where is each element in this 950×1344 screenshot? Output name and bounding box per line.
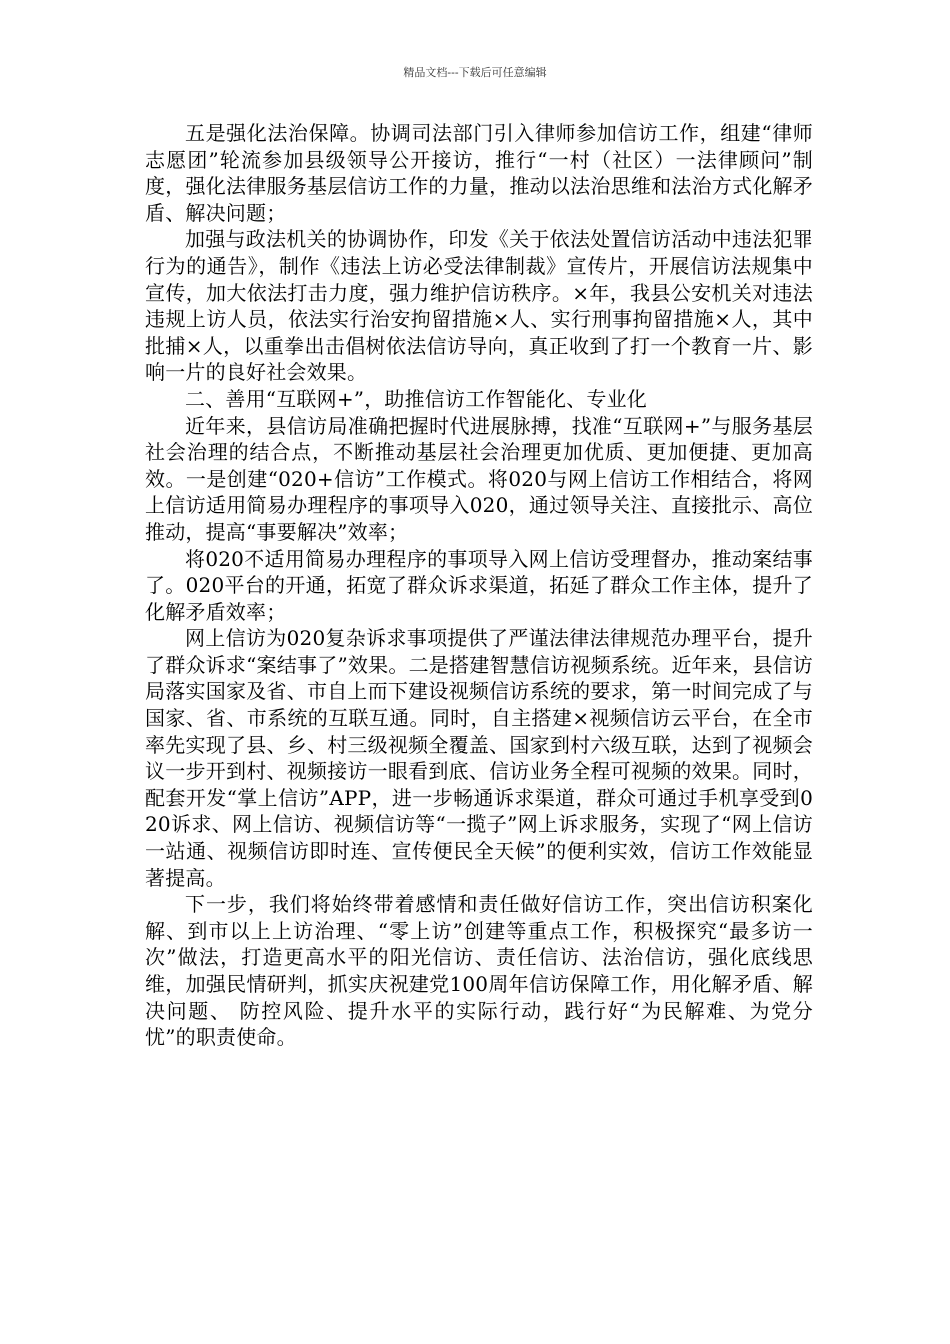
paragraph-coordination: 加强与政法机关的协调协作，印发《关于依法处置信访活动中违法犯罪行为的通告》，制作《违法上访必受法律制裁》宣传片，开展信访法规集中宣传，加大依法打击力度，强力维护信访秩序。×年，我县公安机关对违法违规上访人员，依法实行治安拘留措施×人、实行刑事拘留措施×人，其中批捕×人，以重拳出击倡树依法信访导向，真正收到了打一个教育一片、影响一片的良好社会效果。 bbox=[145, 227, 813, 385]
section-heading-internet-plus: 二、善用“互联网+”，助推信访工作智能化、专业化 bbox=[185, 386, 648, 411]
document-body bbox=[145, 120, 813, 1051]
page-header: 精品文档---下载后可任意编辑 bbox=[403, 66, 547, 79]
paragraph-rule-of-law: 五是强化法治保障。协调司法部门引入律师参加信访工作，组建“律师志愿团”轮流参加县级领导公开接访，推行“一村（社区）一法律顾问”制度，强化法律服务基层信访工作的力量，推动以法治思维和法治方式化解矛盾、解决问题； bbox=[145, 121, 813, 225]
paragraph-o2o-online: 将020不适用简易办理程序的事项导入网上信访受理督办，推动案结事了。020平台的开通，拓宽了群众诉求渠道，拓延了群众工作主体，提升了化解矛盾效率； bbox=[145, 546, 813, 624]
paragraph-o2o-model: 近年来，县信访局准确把握时代进展脉搏，找准“互联网+”与服务基层社会治理的结合点，不断推动基层社会治理更加优质、更加便捷、更加高效。一是创建“020+信访”工作模式。将020与网上信访工作相结合，将网上信访适用简易办理程序的事项导入020，通过领导关注、直接批示、高位推动，提高“事要解决”效率； bbox=[145, 413, 813, 544]
paragraph-video-system: 网上信访为020复杂诉求事项提供了严谨法律法律规范办理平台，提升了群众诉求“案结事了”效果。二是搭建智慧信访视频系统。近年来，县信访局落实国家及省、市自上而下建设视频信访系统的要求，第一时间完成了与国家、省、市系统的互联互通。同时，自主搭建×视频信访云平台，在全市率先实现了县、乡、村三级视频全覆盖、国家到村六级互联，达到了视频会议一步开到村、视频接访一眼看到底、信访业务全程可视频的效果。同时，配套开发“掌上信访”APP，进一步畅通诉求渠道，群众可通过手机享受到020诉求、网上信访、视频信访等“一揽子”网上诉求服务，实现了“网上信访一站通、视频信访即时连、宣传便民全天候”的便利实效，信访工作效能显著提高。 bbox=[145, 626, 813, 890]
paragraph-next-steps: 下一步，我们将始终带着感情和责任做好信访工作，突出信访积案化解、到市以上上访治理、“零上访”创建等重点工作，积极探究“最多访一次”做法，打造更高水平的阳光信访、责任信访、法治信访，强化底线思维，加强民情研判，抓实庆祝建党100周年信访保障工作，用化解矛盾、解决问题、 防控风险、提升水平的实际行动，践行好“为民解难、为党分忧”的职责使命。 bbox=[145, 892, 813, 1050]
